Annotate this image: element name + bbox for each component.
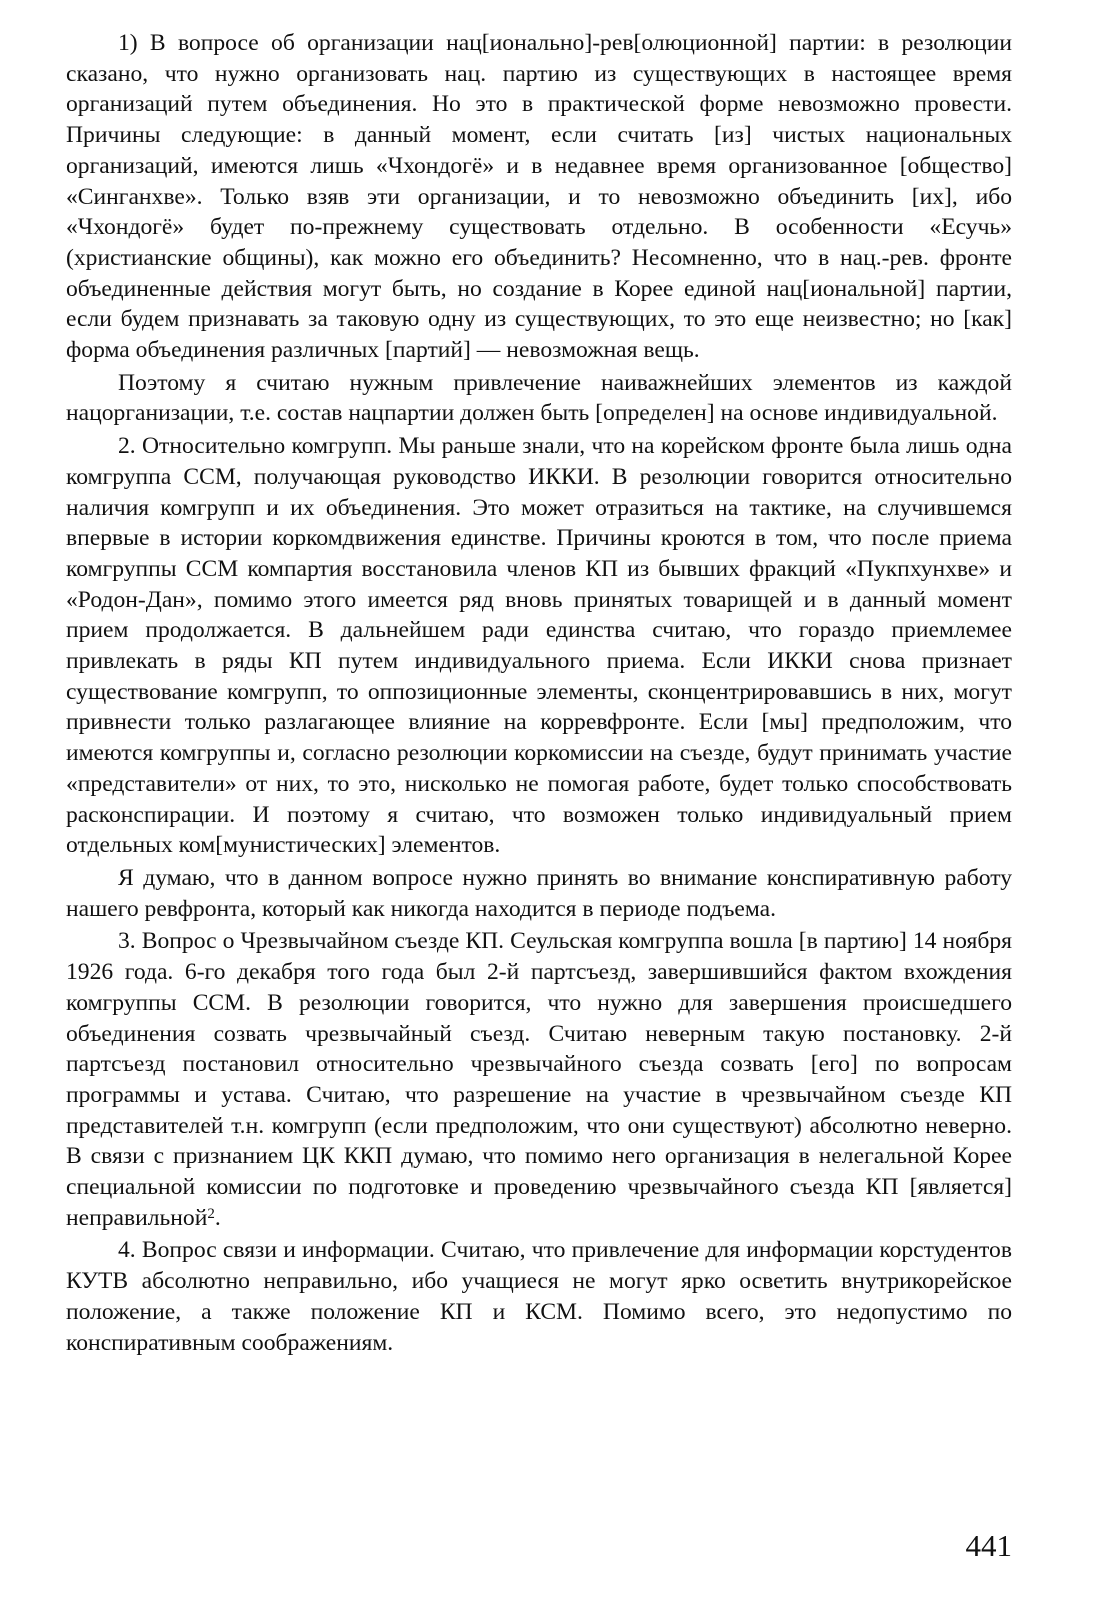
- paragraph-text: Я думаю, что в данном вопросе нужно принять во внимание конспиративную работу нашего ревфронта, который как никогда находится в периоде подъема.: [66, 864, 1012, 922]
- paragraph-communist-groups: [66, 431, 1012, 861]
- document-text-body: [66, 28, 1012, 1358]
- paragraph-text: 4. Вопрос связи и информации. Считаю, что привлечение для информации корстудентов КУТВ абсолютно неправильно, ибо учащиеся не могут ярко осветить внутрикорейское положение, а также положение КП и КСМ. Помимо всего, это недопустимо по конспиративным соображениям.: [66, 1237, 1012, 1356]
- document-page: [66, 28, 1012, 1568]
- paragraph-text: 2. Относительно комгрупп. Мы раньше знали, что на корейском фронте была лишь одна комгруппа ССМ, получающая руководство ИККИ. В резолюции говорится относительно наличия комгрупп и их объединения. Это может отразиться на тактике, на случившемся впервые в истории коркомдвижения единстве. Причины кроются в том, что после приема комгруппы ССМ компартия восстановила членов КП из бывших фракций «Пукпхунхве» и «Родон-Дан», помимо этого имеется ряд вновь принятых товарищей и в данный момент прием продолжается. В дальнейшем ради единства считаю, что гораздо приемлемее привлекать в ряды КП путем индивидуального приема. Если ИККИ снова признает существование комгрупп, то оппозиционные элементы, сконцентрировавшись в них, могут привнести только разлагающее влияние на корревфронте. Если [мы] предположим, что имеются комгруппы и, согласно резолюции коркомиссии на съезде, будут принимать участие «представители» от них, то это, нисколько не помогая работе, будет только способствовать расконспирации. И поэтому я считаю, что возможен только индивидуальный прием отдельных ком[мунистических] элементов.: [66, 433, 1012, 859]
- paragraph-text: 3. Вопрос о Чрезвычайном съезде КП. Сеульская комгруппа вошла [в партию] 14 ноября 1926 года. 6-го декабря того года был 2-й партсъезд, завершившийся фактом вхождения комгруппы ССМ. В резолюции говорится, что нужно для завершения происшедшего объединения созвать чрезвычайный съезд. Считаю неверным такую постановку. 2-й партсъезд постановил относительно чрезвычайного съезда созвать [его] по вопросам программы и устава. Считаю, что разрешение на участие в чрезвычайном съезде КП представителей т.н. комгрупп (если предположим, что они существуют) абсолютно неверно. В связи с признанием ЦК ККП думаю, что помимо него организация в нелегальной Корее специальной комиссии по подготовке и проведению чрезвычайного съезда КП [является] неправильной: [66, 928, 1012, 1231]
- page-number: 441: [965, 1528, 1012, 1563]
- paragraph-extraordinary-congress: 3. Вопрос о Чрезвычайном съезде КП. Сеульская комгруппа вошла [в партию] 14 ноября 1926 года. 6-го декабря того года был 2-й партсъезд, завершившийся фактом вхождения комгруппы ССМ. В резолюции говорится, что нужно для завершения происшедшего объединения созвать чрезвычайный съезд. Считаю неверным такую постановку. 2-й партсъезд постановил относительно чрезвычайного съезда созвать [его] по вопросам программы и устава. Считаю, что разрешение на участие в чрезвычайном съезде КП представителей т.н. комгрупп (если предположим, что они существуют) абсолютно неверно. В связи с признанием ЦК ККП думаю, что помимо него организация в нелегальной Корее специальной комиссии по подготовке и проведению чрезвычайного съезда КП [является] неправильной$^2$.: [66, 928, 1012, 1231]
- paragraph-individual-selection: [66, 368, 1012, 429]
- paragraph-text: Поэтому я считаю нужным привлечение наиважнейших элементов из каждой нацорганизации, т.е. состав нацпартии должен быть [определен] на основе индивидуальной.: [66, 369, 1012, 427]
- footnote-marker: 2: [207, 1205, 215, 1222]
- paragraph-communication-information: [66, 1235, 1012, 1358]
- paragraph-conspiratorial-work: [66, 863, 1012, 924]
- paragraph-nat-rev-party: [66, 28, 1012, 366]
- paragraph-text: 1) В вопросе об организации нац[ионально]-рев[олюционной] партии: в резолюции сказано, что нужно организовать нац. партию из существующих в настоящее время организаций путем объединения. Но это в практической форме невозможно провести. Причины следующие: в данный момент, если считать [из] чистых национальных организаций, имеются лишь «Чхондогё» и в недавнее время организованное [общество] «Синганхве». Только взяв эти организации, и то невозможно объединить [их], ибо «Чхондогё» будет по-прежнему существовать отдельно. В особенности «Есучь» (христианские общины), как можно его объединить? Несомненно, что в нац.-рев. фронте объединенные действия могут быть, но создание в Корее единой нац[иональной] партии, если будем признавать за таковую одну из существующих, то это еще неизвестно; но [как] форма объединения различных [партий] — невозможная вещь.: [66, 30, 1012, 364]
